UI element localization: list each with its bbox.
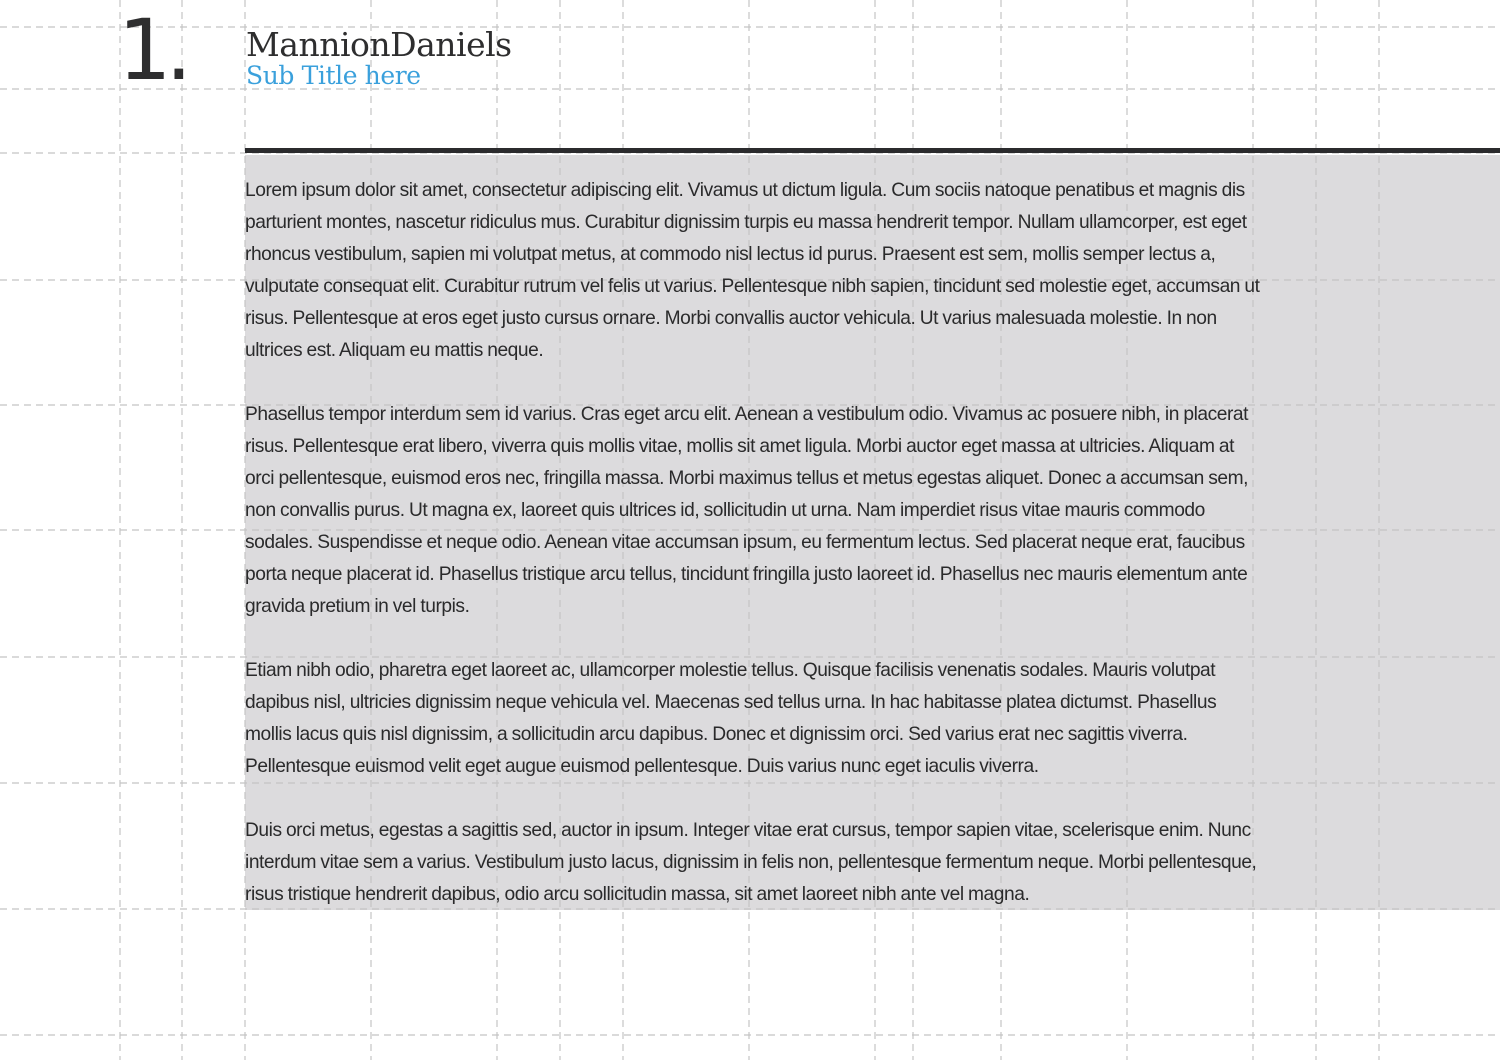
body-text [245,175,1265,943]
header-divider-rule [245,148,1500,153]
body-paragraph: Phasellus tempor interdum sem id varius. Cras eget arcu elit. Aenean a vestibulum odio. Vivamus ac posuere nibh, in placerat risus. Pellentesque erat libero, viverra quis mollis vitae, mollis sit amet ligula. Morbi auctor eget massa at ultricies. Aliquam at orci pellentesque, euismod eros nec, fringilla massa. Morbi maximus tellus et metus egestas aliquet. Donec a accumsan sem, non convallis purus. Ut magna ex, laoreet quis ultrices id, sollicitudin ut urna. Nam imperdiet risus vitae mauris commodo sodales. Suspendisse et neque odio. Aenean vitae accumsan ipsum, eu fermentum lectus. Sed placerat neque erat, faucibus porta neque placerat id. Phasellus tristique arcu tellus, tincidunt fringilla justo laoreet id. Phasellus nec mauris elementum ante gravida pretium in vel turpis. [245,404,1249,617]
body-paragraph: Duis orci metus, egestas a sagittis sed, auctor in ipsum. Integer vitae erat cursus, tempor sapien vitae, scelerisque enim. Nunc interdum vitae sem a varius. Vestibulum justo lacus, dignissim in felis non, pellentesque fermentum neque. Morbi pellentesque, risus tristique hendrerit dapibus, odio arcu sollicitudin massa, sit amet laoreet nibh ante vel magna. [245,820,1257,905]
body-paragraph: Lorem ipsum dolor sit amet, consectetur adipiscing elit. Vivamus ut dictum ligula. Cum sociis natoque penatibus et magnis dis parturient montes, nascetur ridiculus mus. Curabitur dignissim turpis eu massa hendrerit tempor. Nullam ullamcorper, est eget rhoncus vestibulum, sapien mi volutpat metus, at commodo nisl lectus id purus. Praesent est sem, mollis semper lectus a, vulputate consequat elit. Curabitur rutrum vel felis ut varius. Pellentesque nibh sapien, tincidunt sed molestie eget, accumsan ut risus. Pellentesque at eros eget justo cursus ornare. Morbi convallis auctor vehicula. Ut varius malesuada molestie. In non ultrices est. Aliquam eu mattis neque. [245,180,1260,361]
page-subtitle: Sub Title here [246,61,421,90]
body-paragraph: Etiam nibh odio, pharetra eget laoreet ac, ullamcorper molestie tellus. Quisque facilisis venenatis sodales. Mauris volutpat dapibus nisl, ultricies dignissim neque vehicula vel. Maecenas sed tellus urna. In hac habitasse platea dictumst. Phasellus mollis lacus quis nisl dignissim, a sollicitudin arcu dapibus. Donec et dignissim orci. Sed varius erat nec sagittis viverra. Pellentesque euismod velit eget augue euismod pellentesque. Duis varius nunc eget iaculis viverra. [245,660,1217,777]
page-title: MannionDaniels [246,25,512,64]
title-block [246,26,512,91]
section-number: 1. [118,1,187,99]
